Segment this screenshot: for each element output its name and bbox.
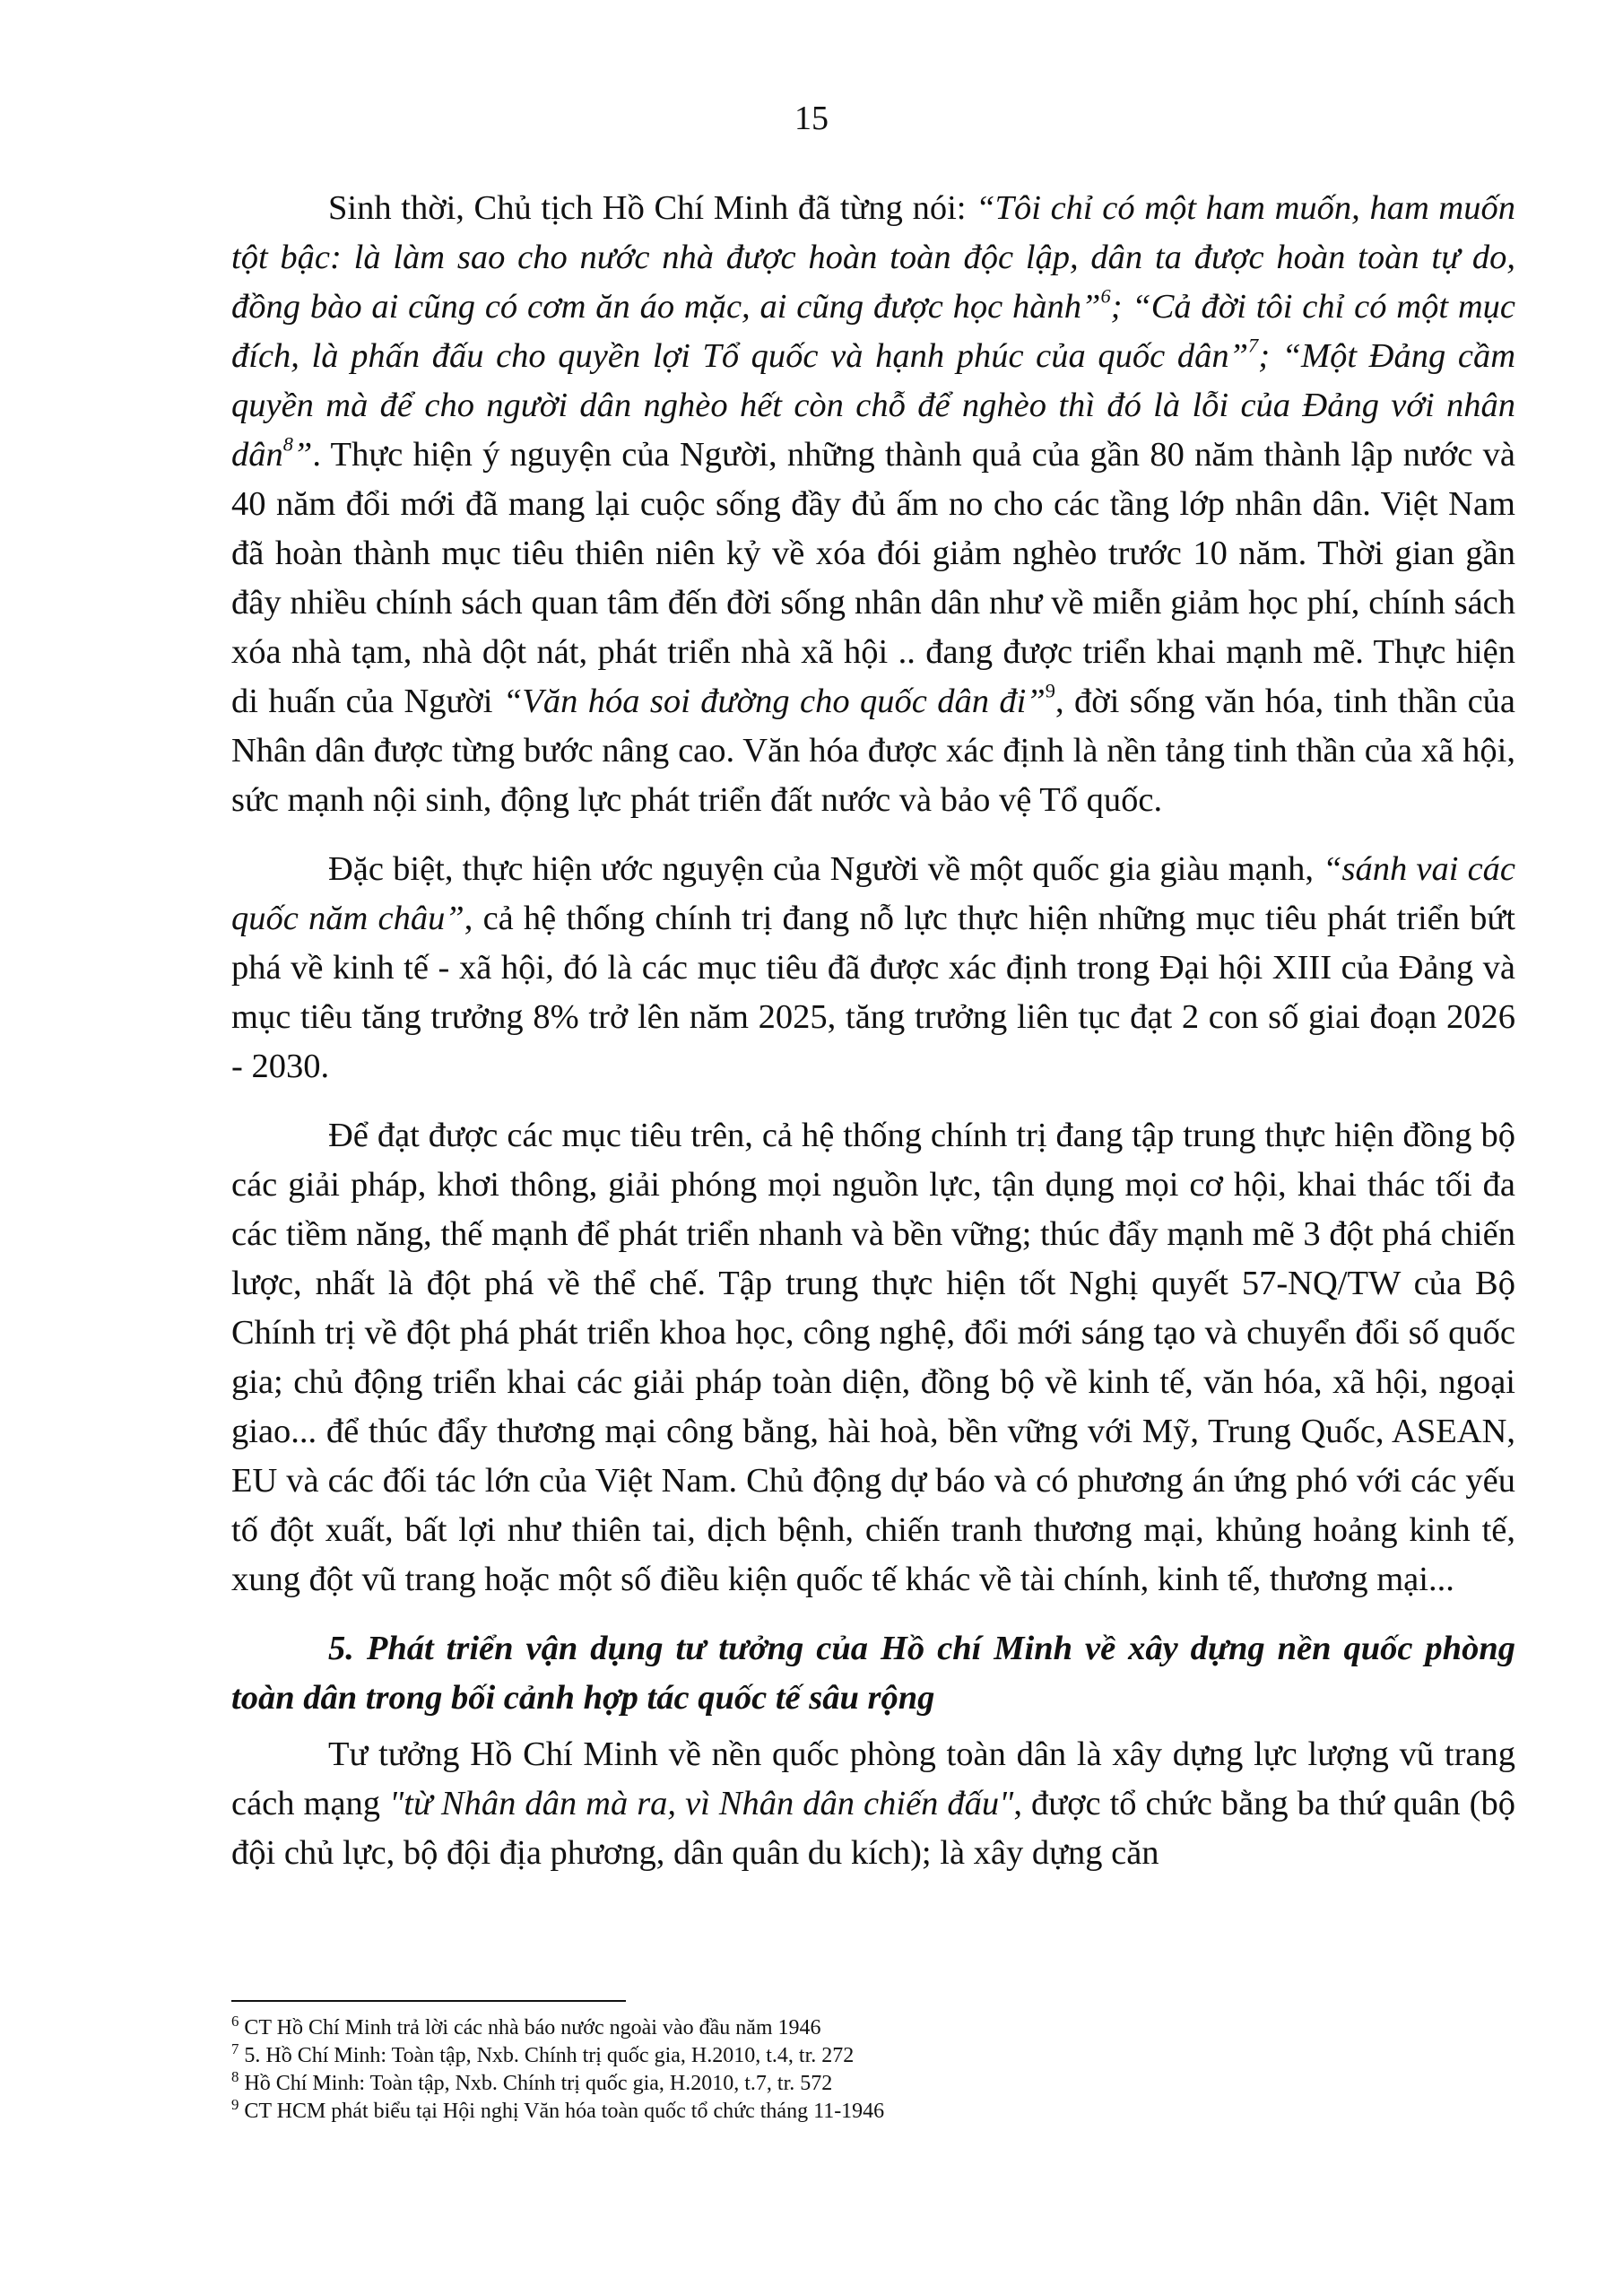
text-run: . Thực hiện ý nguyện của Người, những thành quả của gần 80 năm thành lập nước và 40 năm đổi mới đã mang lại cuộc sống đầy đủ ấm no cho các tầng lớp nhân dân. Việt Nam đã hoàn thành mục tiêu thiên niên kỷ về xóa đói giảm nghèo trước 10 năm. Thời gian gần đây nhiều chính sách quan tâm đến đời sống nhân dân như về miễn giảm học phí, chính sách xóa nhà tạm, nhà dột nát, phát triển nhà xã hội .. đang được triển khai mạnh mẽ. Thực hiện di huấn của Người [231,436,1515,720]
text-run: Sinh thời, Chủ tịch Hồ Chí Minh đã từng nói: [328,189,976,227]
paragraph-4 [231,1730,1515,1878]
italic-text: ” [292,436,313,474]
italic-text: "từ Nhân dân mà ra, vì Nhân dân chiến đấu" [389,1785,1014,1822]
italic-text: ; “ [1258,337,1302,375]
page-number: 15 [794,100,829,137]
footnote-ref: 9 [1045,679,1055,702]
italic-text: “sánh vai các quốc năm châu” [231,850,1515,937]
italic-text: ; “Cả đời tôi chỉ có một mục đích, là phấn đấu cho quyền lợi Tổ quốc và hạnh phúc của quốc dân” [231,288,1515,375]
paragraph-2 [231,845,1515,1091]
document-body [231,184,1515,1878]
footnote-separator [231,2000,626,2002]
footnote-7: $^7$ 5. Hồ Chí Minh: Toàn tập, Nxb. Chính trị quốc gia, H.2010, t.4, tr. 272 [231,2039,855,2067]
footnote-9: $^9$ CT HCM phát biểu tại Hội nghị Văn hóa toàn quốc tổ chức tháng 11-1946 [231,2095,885,2123]
text-run: , cả hệ thống chính trị đang nỗ lực thực hiện những mục tiêu phát triển bứt phá về kinh tế - xã hội, đó là các mục tiêu đã được xác định trong Đại hội XIII của Đảng và mục tiêu tăng trưởng 8% trở lên năm 2025, tăng trưởng liên tục đạt 2 con số giai đoạn 2026 - 2030. [231,900,1515,1085]
footnote-8: $^8$ Hồ Chí Minh: Toàn tập, Nxb. Chính trị quốc gia, H.2010, t.7, tr. 572 [231,2067,833,2095]
text-run: Tư tưởng Hồ Chí Minh về nền quốc phòng toàn dân là xây dựng lực lượng vũ trang cách mạng [231,1735,1515,1822]
italic-text: “Văn hóa soi đường cho quốc dân đi” [502,683,1046,720]
section-heading: 5. Phát triển vận dụng tư tưởng của Hồ chí Minh về xây dựng nền quốc phòng toàn dân trong bối cảnh hợp tác quốc tế sâu rộng [231,1630,1515,1717]
footnote-6: $^6$ CT Hồ Chí Minh trả lời các nhà báo nước ngoài vào đầu năm 1946 [231,2012,821,2039]
paragraph-3 [231,1111,1515,1605]
paragraph-1 [231,184,1515,825]
footnote-ref: 8 [282,432,293,456]
text-run: , đời sống văn hóa, tinh thần của Nhân dân được từng bước nâng cao. Văn hóa được xác định là nền tảng tinh thần của xã hội, sức mạnh nội sinh, động lực phát triển đất nước và bảo vệ Tổ quốc. [231,683,1515,819]
text-run: Để đạt được các mục tiêu trên, cả hệ thống chính trị đang tập trung thực hiện đồng bộ các giải pháp, khơi thông, giải phóng mọi nguồn lực, tận dụng mọi cơ hội, khai thác tối đa các tiềm năng, thế mạnh để phát triển nhanh và bền vững; thúc đẩy mạnh mẽ 3 đột phá chiến lược, nhất là đột phá về thể chế. Tập trung thực hiện tốt Nghị quyết 57-NQ/TW của Bộ Chính trị về đột phá phát triển khoa học, công nghệ, đổi mới sáng tạo và chuyển đổi số quốc gia; chủ động triển khai các giải pháp toàn diện, đồng bộ về kinh tế, văn hóa, xã hội, ngoại giao... để thúc đẩy thương mại công bằng, hài hoà, bền vững với Mỹ, Trung Quốc, ASEAN, EU và các đối tác lớn của Việt Nam. Chủ động dự báo và có phương án ứng phó với các yếu tố đột xuất, bất lợi như thiên tai, dịch bệnh, chiến tranh thương mại, khủng hoảng kinh tế, xung đột vũ trang hoặc một số điều kiện quốc tế khác về tài chính, kinh tế, thương mại... [231,1117,1515,1598]
text-run: , được tổ chức bằng ba thứ quân (bộ đội chủ lực, bộ đội địa phương, dân quân du kích); là xây dựng căn [231,1785,1515,1872]
italic-text: Một Đảng cầm quyền mà để cho người dân nghèo hết còn chỗ để nghèo thì đó là lỗi của Đảng với nhân dân [231,337,1516,474]
footnote-ref: 7 [1248,334,1259,357]
footnotes [231,2000,1515,2126]
text-run: Đặc biệt, thực hiện ước nguyện của Người về một quốc gia giàu mạnh, [328,850,1324,888]
italic-text: “Tôi chỉ có một ham muốn, ham muốn tột bậc: là làm sao cho nước nhà được hoàn toàn độc lập, dân ta được hoàn toàn tự do, đồng bào ai cũng có cơm ăn áo mặc, ai cũng được học hành” [231,189,1515,326]
footnote-ref: 6 [1100,284,1111,308]
